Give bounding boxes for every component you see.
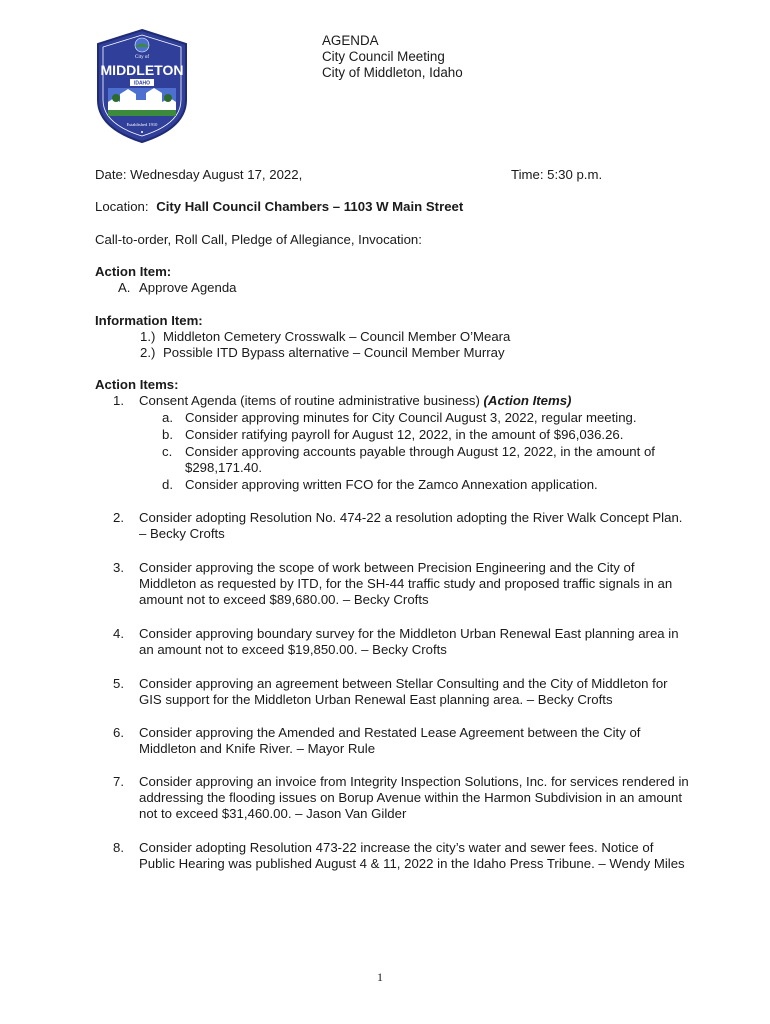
location-label: Location: [95,199,149,214]
section-action-items-heading: Action Items: [95,377,179,392]
meeting-location [95,199,463,214]
action-item-5-num: 5. [113,676,124,691]
subitem-d-letter: d. [162,477,173,492]
section-action-item-heading: Action Item: [95,264,172,279]
action-item-3-num: 3. [113,560,124,575]
action-item-a-letter: A. [118,280,131,295]
subitem-a-letter: a. [162,410,173,425]
action-item-6-num: 6. [113,725,124,740]
meeting-time: Time: 5:30 p.m. [511,167,603,182]
consent-agenda-text: Consent Agenda (items of routine administrative business) [139,393,484,408]
meeting-date: Date: Wednesday August 17, 2022, [95,167,303,182]
action-item-6-text: Consider approving the Amended and Restated Lease Agreement between the City of Middleton and Knife River. – Mayor Rule [139,725,641,756]
info-item-1-num: 1.) [140,329,156,344]
action-item-1-num: 1. [113,393,124,408]
header-city: City of Middleton, Idaho [322,65,463,80]
header-agenda: AGENDA [322,33,379,48]
subitem-b-text: Consider ratifying payroll for August 12, 2022, in the amount of $96,036.26. [185,427,624,442]
section-information-item-heading: Information Item: [95,313,203,328]
subitem-a-text: Consider approving minutes for City Council August 3, 2022, regular meeting. [185,410,637,425]
opening-items: Call-to-order, Roll Call, Pledge of Allegiance, Invocation: [95,232,422,247]
action-item-5-text: Consider approving an agreement between Stellar Consulting and the City of Middleton for GIS support for the Middleton Urban Renewal East planning area. – Becky Crofts [139,676,668,707]
action-item-3-text: Consider approving the scope of work between Precision Engineering and the City of Middleton as requested by ITD, for the SH-44 traffic study and proposed traffic signals in an amount not to exceed $89,680.00. – Becky Crofts [139,560,673,607]
action-item-7-text: Consider approving an invoice from Integrity Inspection Solutions, Inc. for services rendered in addressing the flooding issues on Borup Avenue within the Harmon Subdivision in an amount not to exceed $31,460.00. – Jason Van Gilder [139,774,689,821]
info-item-2-text: Possible ITD Bypass alternative – Council Member Murray [163,345,505,360]
subitem-c-text: Consider approving accounts payable through August 12, 2022, in the amount of $298,171.40. [185,444,655,475]
info-item-2-num: 2.) [140,345,156,360]
logo-city-name: MIDDLETON [100,62,184,78]
action-item-2-text: Consider adopting Resolution No. 474-22 a resolution adopting the River Walk Concept Plan. – Becky Crofts [139,510,683,541]
consent-agenda-emphasis: (Action Items) [483,393,572,408]
action-item-4-text: Consider approving boundary survey for the Middleton Urban Renewal East planning area in an amount not to exceed $19,850.00. – Becky Crofts [139,626,679,657]
document-header [322,33,463,81]
info-item-1-text: Middleton Cemetery Crosswalk – Council Member O’Meara [163,329,511,344]
action-item-1-text [139,393,571,408]
page-number: 1 [377,970,383,984]
city-seal-logo [94,28,190,144]
subitem-c-letter: c. [162,444,173,459]
action-item-8-num: 8. [113,840,124,855]
logo-established: Established 1910 [126,122,158,127]
subitem-b-letter: b. [162,427,173,442]
action-item-2-num: 2. [113,510,124,525]
logo-top-text: City of [134,55,150,60]
action-item-4-num: 4. [113,626,124,641]
location-value: City Hall Council Chambers – 1103 W Main Street [156,199,464,214]
logo-state: IDAHO [133,80,151,87]
action-item-8-text: Consider adopting Resolution 473-22 increase the city’s water and sewer fees. Notice of Public Hearing was published August 4 & 11, 2022 in the Idaho Press Tribune. – Wendy Miles [139,840,685,871]
action-item-a-text: Approve Agenda [139,280,237,295]
header-meeting: City Council Meeting [322,49,445,64]
subitem-d-text: Consider approving written FCO for the Zamco Annexation application. [185,477,598,492]
action-item-7-num: 7. [113,774,124,789]
